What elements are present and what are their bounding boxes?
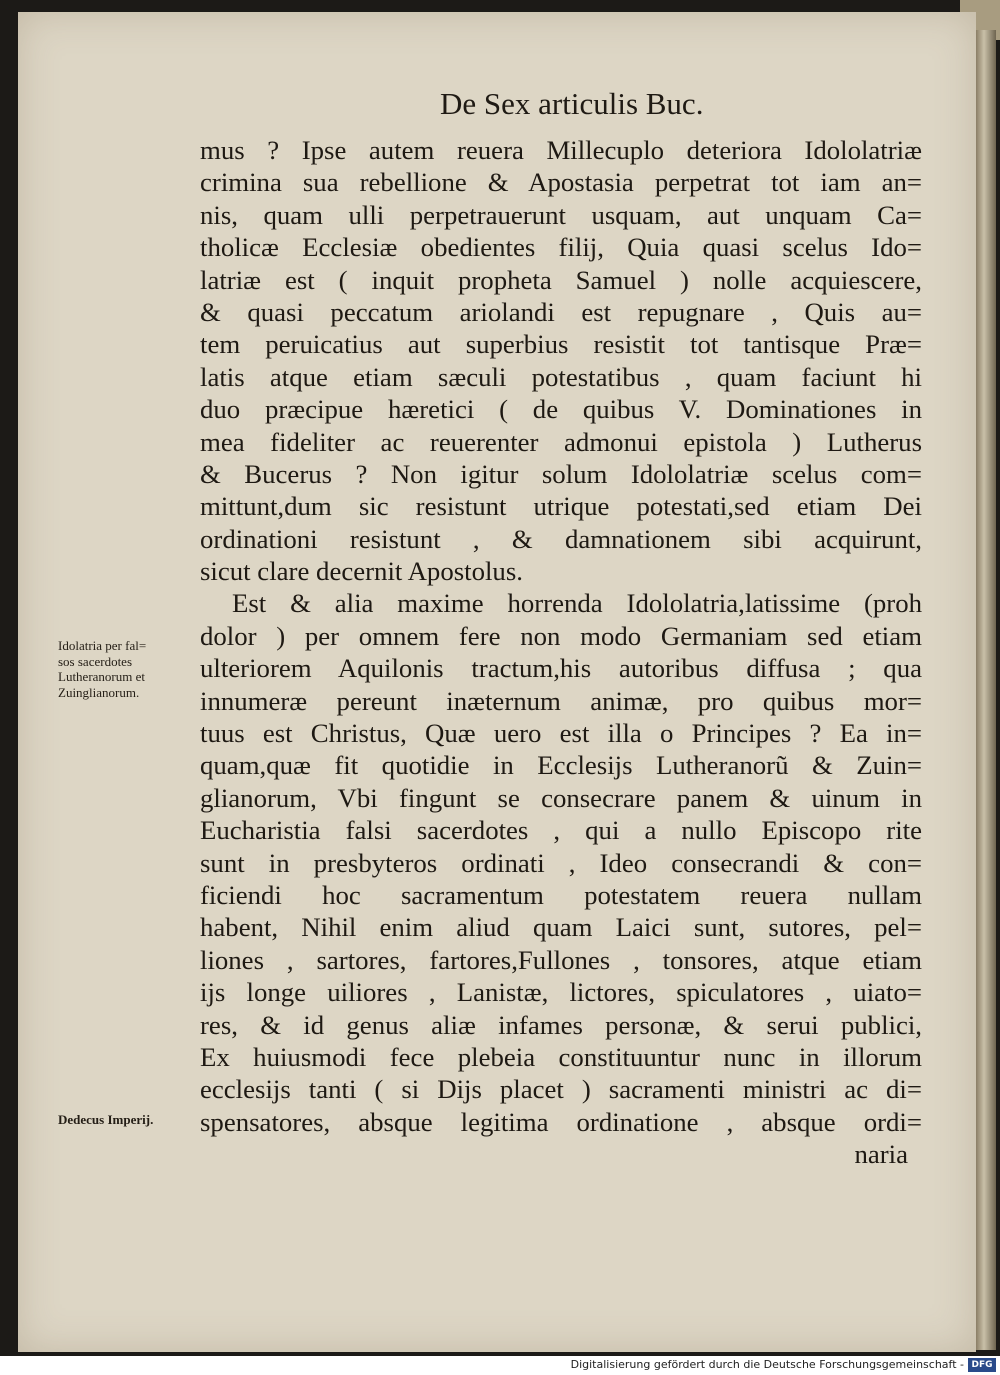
text-line: latis atque etiam sæculi potestatibus , quam faciunt hi: [200, 361, 922, 392]
text-line: res, & id genus aliæ infames personæ, & serui publici,: [200, 1009, 922, 1040]
text-line: quam,quæ fit quotidie in Ecclesijs Lutheranorũ & Zuin=: [200, 750, 922, 781]
text-line: Ex huiusmodi fece plebeia constituuntur nunc in illorum: [200, 1041, 922, 1072]
text-line: tholicæ Ecclesiæ obedientes filij, Quia quasi scelus Ido=: [200, 232, 922, 263]
margin-note-dedecus: Dedecus Imperij.: [58, 1112, 154, 1127]
margin-note-line: Idolatria per fal=: [58, 638, 147, 653]
margin-note-idolatria: [58, 638, 192, 700]
text-line: dolor ) per omnem fere non modo Germaniam sed etiam: [200, 620, 922, 651]
text-line: mea fideliter ac reuerenter admonui epistola ) Lutherus: [200, 426, 922, 457]
text-line: ficiendi hoc sacramentum potestatem reuera nullam: [200, 879, 922, 910]
text-line: ijs longe uiliores , Lanistæ, lictores, spiculatores , uiato=: [200, 977, 922, 1008]
catchword: naria: [854, 1139, 908, 1170]
text-line: ordinationi resistunt , & damnationem sibi acquirunt,: [200, 523, 922, 554]
text-line: ecclesijs tanti ( si Dijs placet ) sacramenti ministri ac di=: [200, 1074, 922, 1105]
text-line: nis, quam ulli perpetrauerunt usquam, aut unquam Ca=: [200, 199, 922, 230]
text-line: duo præcipue hæretici ( de quibus V. Dominationes in: [200, 394, 922, 425]
text-line: tuus est Christus, Quæ uero est illa o Principes ? Ea in=: [200, 718, 922, 749]
text-line: & Bucerus ? Non igitur solum Idololatriæ scelus com=: [200, 458, 922, 489]
text-line: Eucharistia falsi sacerdotes , qui a nullo Episcopo rite: [200, 815, 922, 846]
text-line: innumeræ pereunt inæternum animæ, pro quibus mor=: [200, 685, 922, 716]
text-line: ulteriorem Aquilonis tractum,his autoribus diffusa ; qua: [200, 653, 922, 684]
margin-note-line: sos sacerdotes: [58, 653, 133, 669]
margin-note-line: Lutheranorum et: [58, 669, 145, 684]
text-line: glianorum, Vbi fingunt se consecrare panem & uinum in: [200, 782, 922, 813]
text-line: sicut clare decernit Apostolus.: [200, 556, 523, 587]
text-line: mittunt,dum sic resistunt utrique potestati,sed etiam Dei: [200, 491, 922, 522]
text-line: mus ? Ipse autem reuera Millecuplo deteriora Idololatriæ: [200, 135, 922, 165]
margin-note-line: Zuinglianorum.: [58, 684, 140, 700]
text-line: sunt in presbyteros ordinati , Ideo consecrandi & con=: [200, 847, 922, 878]
text-line: tem peruicatius aut superbius resistit tot tantisque Præ=: [200, 329, 922, 360]
footer-credit: Digitalisierung gefördert durch die Deutsche Forschungsgemeinschaft -: [570, 1358, 964, 1371]
page-edge: [976, 30, 996, 1350]
running-head: De Sex articulis Buc.: [440, 86, 704, 121]
text-line: latriæ est ( inquit propheta Samuel ) nolle acquiescere,: [200, 264, 922, 295]
paragraph-start-line: Est & alia maxime horrenda Idololatria,latissime (proh: [232, 588, 922, 619]
text-line: spensatores, absque legitima ordinatione , absque ordi=: [200, 1106, 922, 1137]
dfg-logo-icon: DFG: [968, 1358, 996, 1372]
digitization-footer: [0, 1356, 1000, 1375]
body-text: [200, 134, 922, 1171]
text-line: liones , sartores, fartores,Fullones , tonsores, atque etiam: [200, 944, 922, 975]
text-line: crimina sua rebellione & Apostasia perpetrat tot iam an=: [200, 167, 922, 198]
text-line: & quasi peccatum ariolandi est repugnare , Quis au=: [200, 296, 922, 327]
text-line: habent, Nihil enim aliud quam Laici sunt, sutores, pel=: [200, 912, 922, 943]
